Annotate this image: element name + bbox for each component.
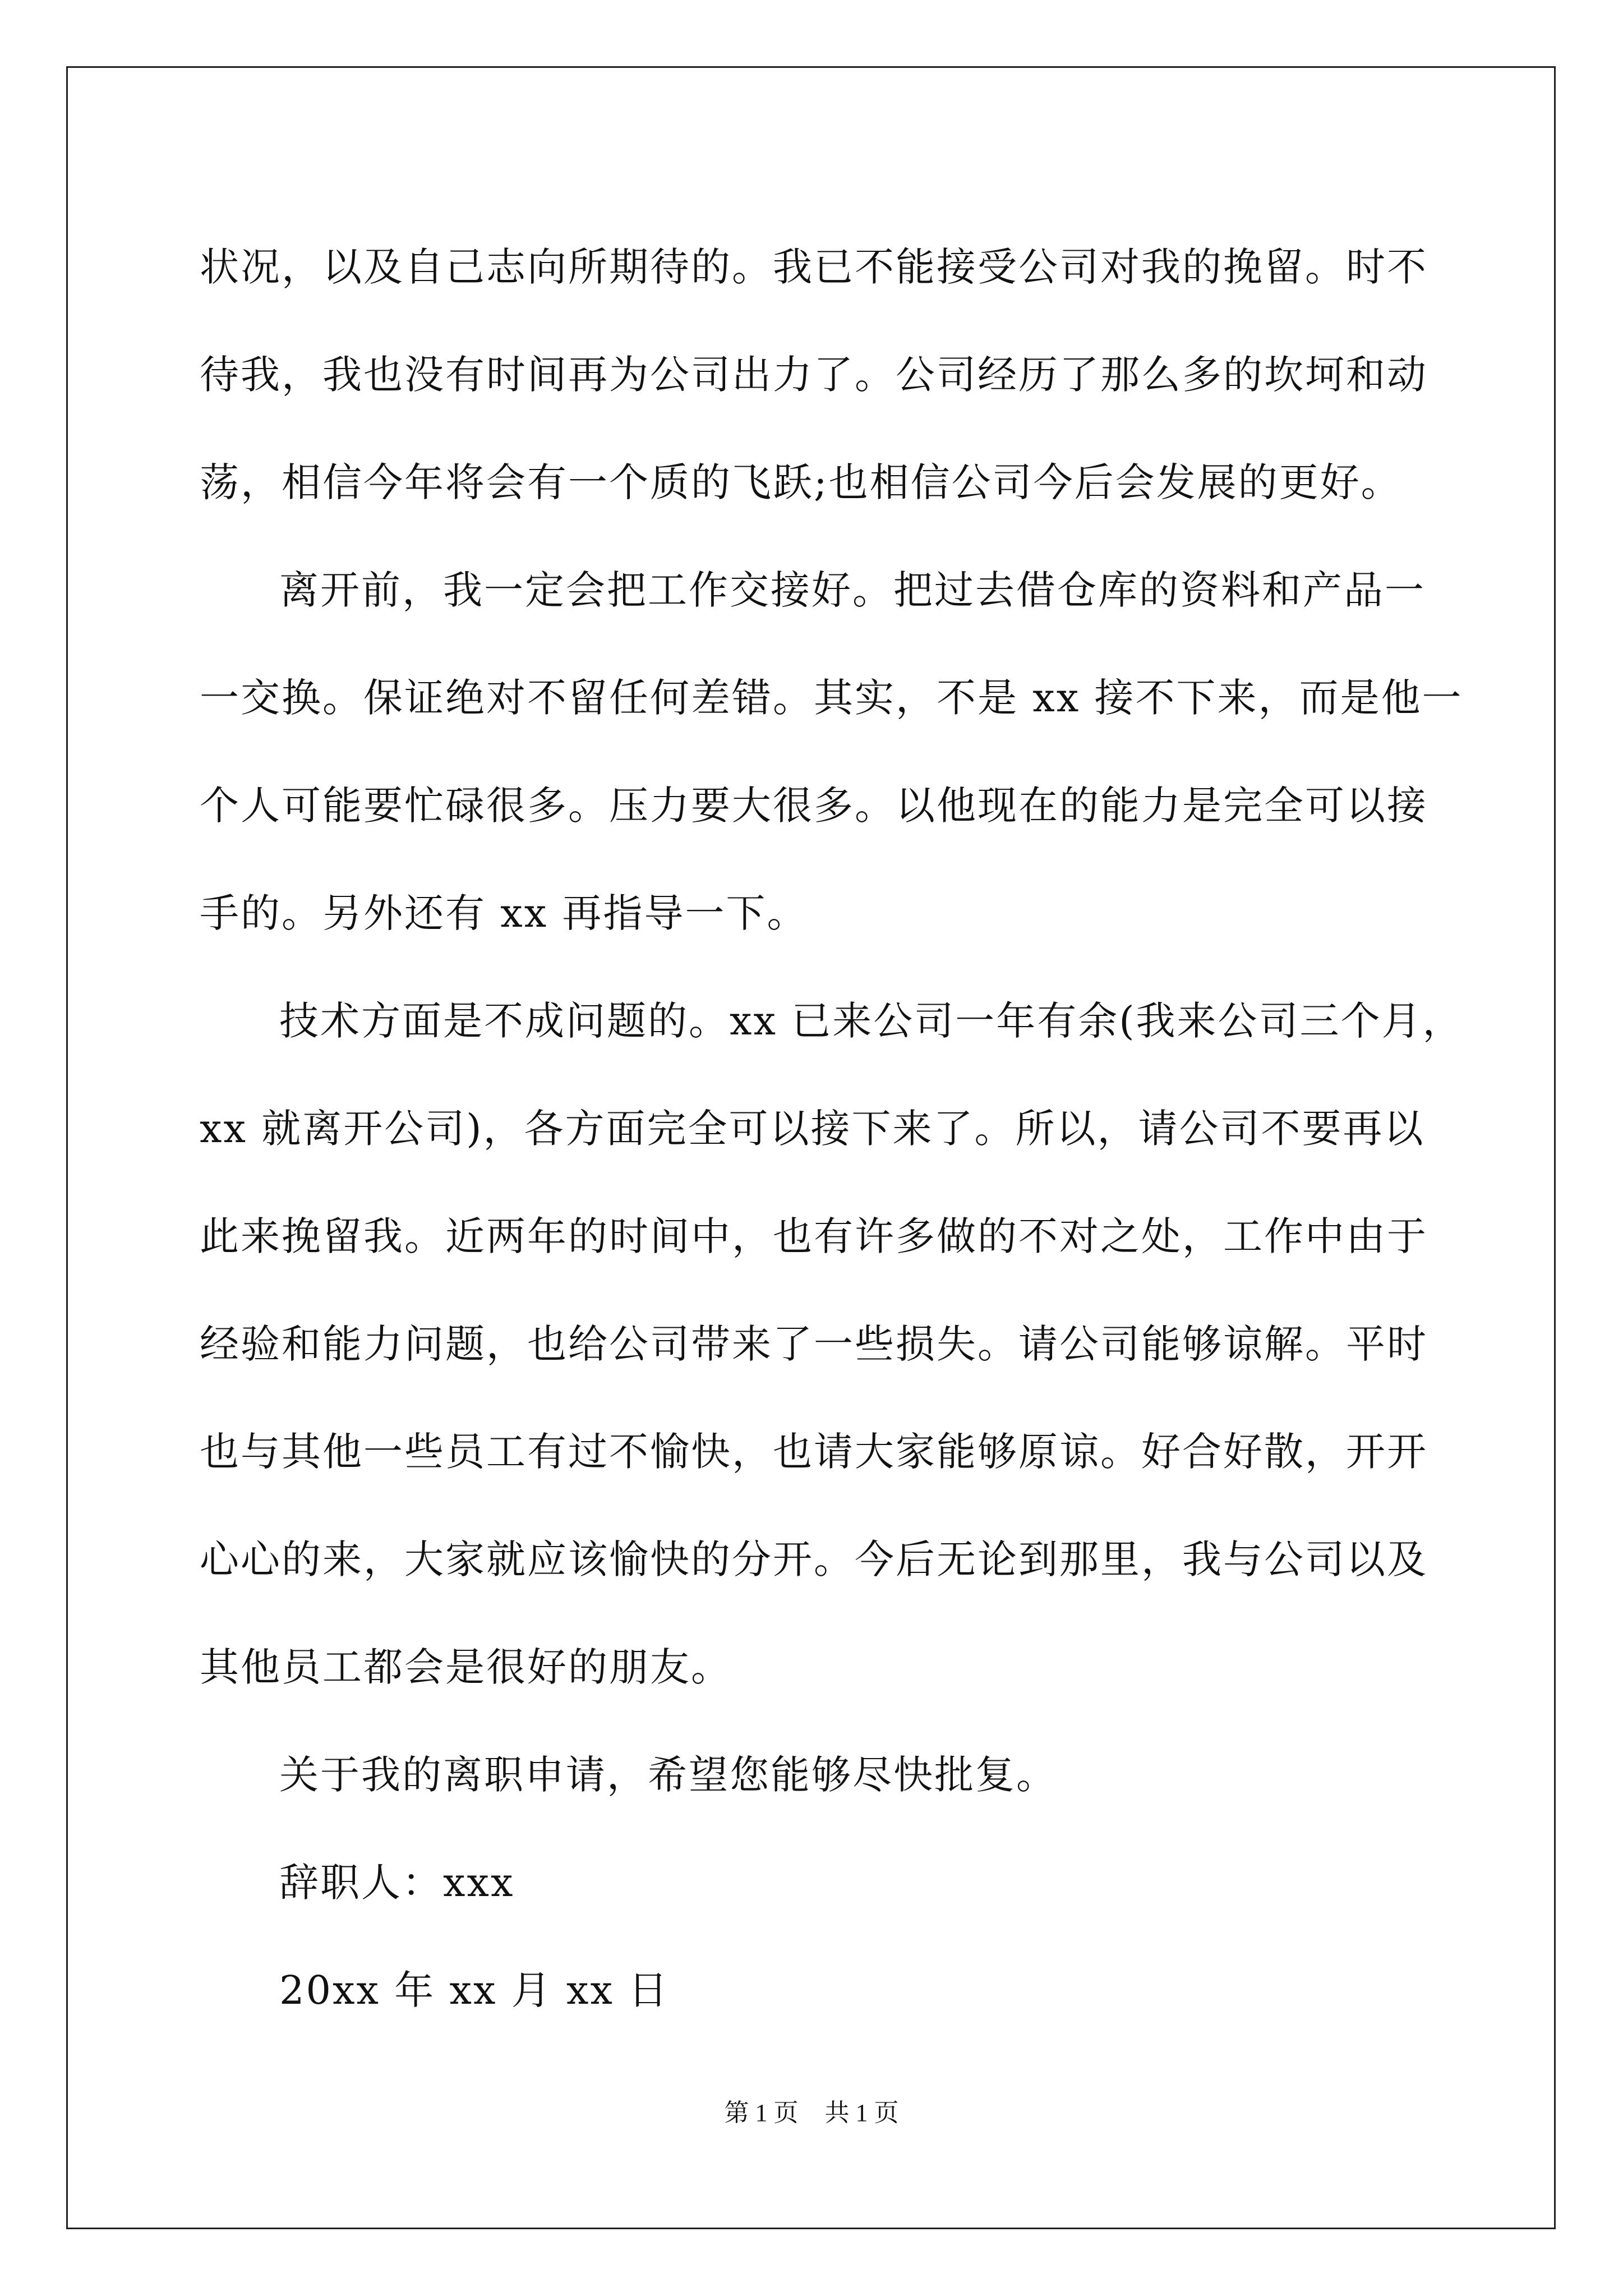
text-line: 心心的来，大家就应该愉快的分开。今后无论到那里，我与公司以及 bbox=[200, 1536, 1428, 1582]
text-line: 关于我的离职申请，希望您能够尽快批复。 bbox=[279, 1752, 1057, 1798]
text-line: 待我，我也没有时间再为公司出力了。公司经历了那么多的坎坷和动 bbox=[200, 352, 1428, 398]
document-body bbox=[200, 213, 1464, 2044]
page-footer bbox=[0, 2092, 1623, 2128]
paragraph-2 bbox=[200, 536, 1463, 967]
text-line: 手的。另外还有 xx 再指导一下。 bbox=[200, 890, 808, 936]
paragraph-4 bbox=[200, 1721, 1433, 1829]
text-line: 状况，以及自己志向所期待的。我已不能接受公司对我的挽留。时不 bbox=[200, 244, 1428, 290]
text-line: 20xx 年 xx 月 xx 日 bbox=[279, 1967, 670, 2013]
text-line: 经验和能力问题，也给公司带来了一些损失。请公司能够谅解。平时 bbox=[200, 1321, 1428, 1367]
text-line: 也与其他一些员工有过不愉快，也请大家能够原谅。好合好散，开开 bbox=[200, 1429, 1428, 1475]
text-line: 技术方面是不成问题的。xx 已来公司一年有余(我来公司三个月， bbox=[279, 998, 1464, 1044]
paragraph-1 bbox=[200, 213, 1433, 536]
text-line: 荡，相信今年将会有一个质的飞跃;也相信公司今后会发展的更好。 bbox=[200, 459, 1402, 505]
text-line: 个人可能要忙碌很多。压力要大很多。以他现在的能力是完全可以接 bbox=[200, 783, 1428, 829]
page-number-total: 共 1 页 bbox=[824, 2099, 899, 2127]
paragraph-3 bbox=[200, 967, 1464, 1721]
text-line: 辞职人：xxx bbox=[279, 1860, 515, 1906]
date-line bbox=[200, 1936, 1433, 2044]
text-line: xx 就离开公司)，各方面完全可以接下来了。所以，请公司不要再以 bbox=[200, 1106, 1425, 1152]
text-line: 其他员工都会是很好的朋友。 bbox=[200, 1644, 732, 1690]
text-line: 离开前，我一定会把工作交接好。把过去借仓库的资料和产品一 bbox=[279, 567, 1426, 613]
signature-line bbox=[200, 1829, 1433, 1936]
page-number-current: 第 1 页 bbox=[724, 2099, 799, 2127]
text-line: 一交换。保证绝对不留任何差错。其实，不是 xx 接不下来，而是他一 bbox=[200, 675, 1463, 721]
text-line: 此来挽留我。近两年的时间中，也有许多做的不对之处，工作中由于 bbox=[200, 1213, 1428, 1259]
